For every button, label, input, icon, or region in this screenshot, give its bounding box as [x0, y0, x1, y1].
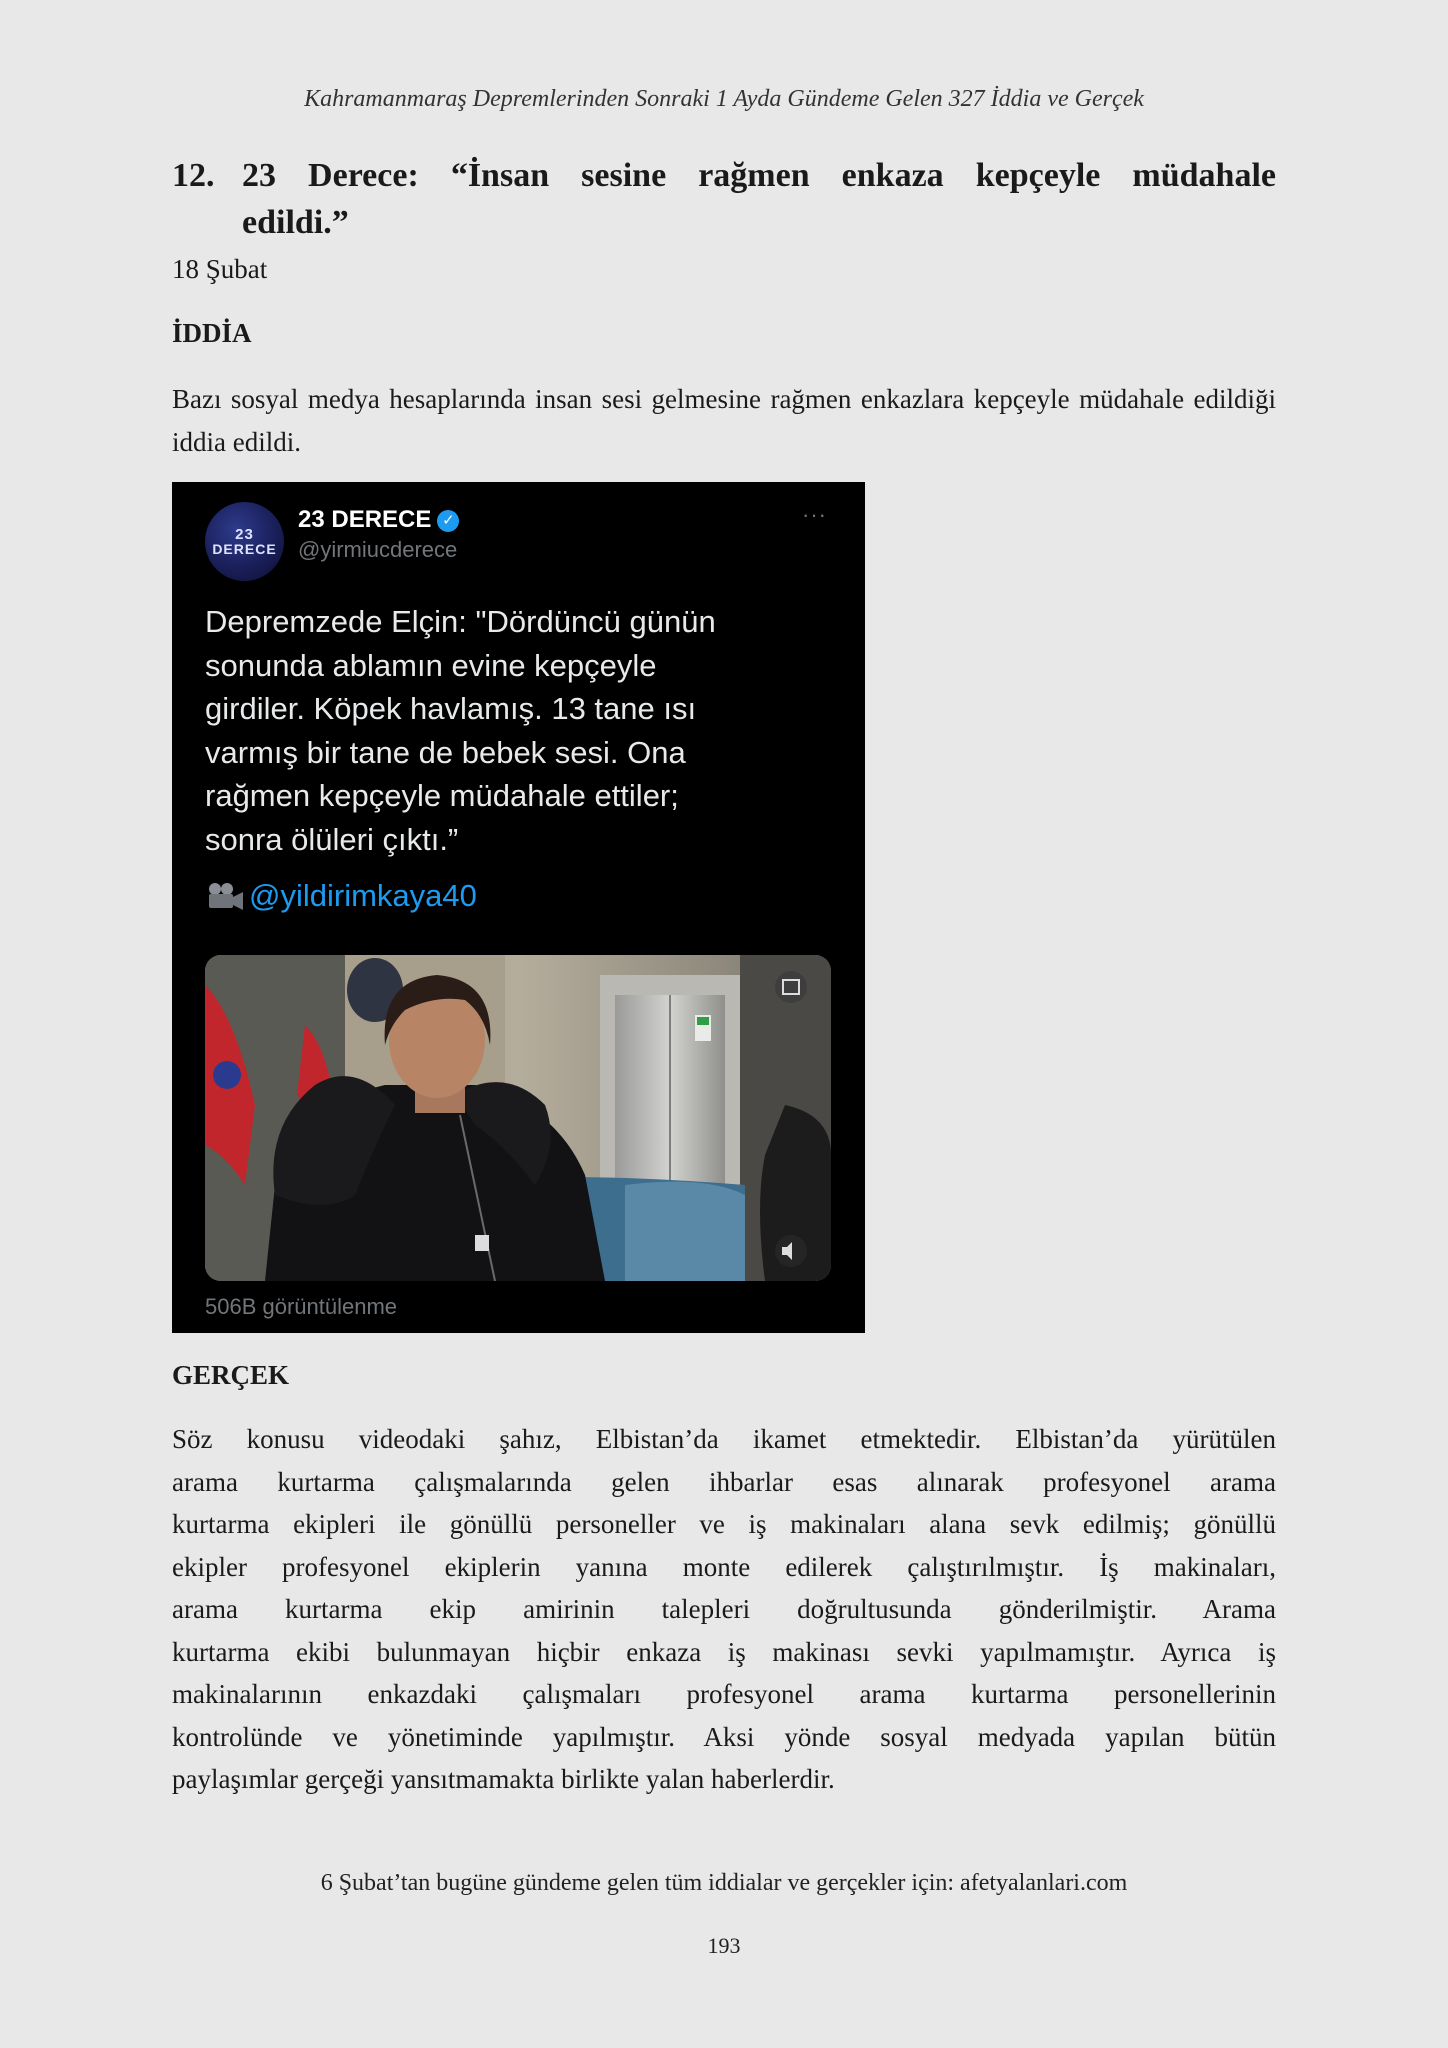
tweet-text-line: rağmen kepçeyle müdahale ettiler;: [205, 778, 679, 813]
avatar-text-top: 23: [235, 525, 254, 543]
tweet-mention-row: [205, 878, 477, 914]
tweet-text-line: varmış bir tane de bebek sesi. Ona: [205, 734, 686, 770]
account-name: 23 DERECE: [298, 506, 432, 533]
section-title: [172, 152, 1276, 246]
video-frame: [205, 955, 831, 1281]
tweet-text-line: sonunda ablamın evine kepçeyle: [205, 647, 657, 683]
mute-icon: [775, 1235, 807, 1267]
fact-heading: GERÇEK: [172, 1360, 290, 1390]
avatar: [205, 502, 284, 581]
fact-text: [172, 1418, 1276, 1801]
claim-heading: İDDİA: [172, 318, 252, 348]
account-handle: @yirmiucderece: [298, 537, 458, 562]
section-title-line2: edildi.”: [242, 204, 349, 241]
avatar-text-bottom: DERECE: [212, 540, 277, 557]
views-count: 506B görüntülenme: [205, 1294, 398, 1319]
account-name-row: [298, 506, 459, 534]
section-date: 18 Şubat: [172, 254, 268, 284]
tweet-text-line: girdiler. Köpek havlamış. 13 tane ısı: [205, 691, 697, 726]
tweet-mention: @yildirimkaya40: [249, 878, 477, 913]
video-camera-icon: [205, 881, 245, 911]
tweet-text-line: Depremzede Elçin: "Dördüncü günün: [205, 604, 716, 639]
running-header: Kahramanmaraş Depremlerinden Sonraki 1 Ayda Gündeme Gelen 327 İddia ve Gerçek: [304, 86, 1144, 112]
page-number: 193: [707, 1933, 741, 1958]
video-thumbnail: [205, 955, 831, 1281]
fact-text-line: kontrolünde ve yönetiminde yapılmıştır. Aksi yönde sosyal medyada yapılan bütün: [172, 1721, 1276, 1752]
fact-text-line: ekipler profesyonel ekiplerin yanına monte edilerek çalıştırılmıştır. İş makinaları,: [172, 1551, 1276, 1582]
section-number: 12.: [172, 157, 215, 194]
section-title-line1: 23 Derece: “İnsan sesine rağmen enkaza kepçeyle müdahale: [242, 157, 1276, 194]
fact-text-line: arama kurtarma çalışmalarında gelen ihbarlar esas alınarak profesyonel arama: [172, 1466, 1276, 1497]
fact-text-line: arama kurtarma ekip amirinin talepleri doğrultusunda gönderilmiştir. Arama: [172, 1594, 1276, 1624]
tweet-screenshot: [172, 482, 865, 1333]
fact-text-line: makinalarının enkazdaki çalışmaları profesyonel arama kurtarma personellerinin: [172, 1679, 1276, 1709]
verified-badge-icon: ✓: [437, 510, 459, 532]
footer-note: 6 Şubat’tan bugüne gündeme gelen tüm iddialar ve gerçekler için: afetyalanlari.com: [320, 1870, 1128, 1896]
tweet-text-line: sonra ölüleri çıktı.”: [205, 821, 459, 857]
fact-text-line: kurtarma ekibi bulunmayan hiçbir enkaza iş makinası sevki yapılmamıştır. Ayrıca iş: [172, 1636, 1276, 1667]
claim-text: Bazı sosyal medya hesaplarında insan sesi gelmesine rağmen enkazlara kepçeyle müdahale edildiği iddia edildi.: [172, 384, 1276, 457]
more-options-icon: ···: [802, 502, 827, 527]
fact-text-line: Söz konusu videodaki şahız, Elbistan’da ikamet etmektedir. Elbistan’da yürütülen: [172, 1424, 1276, 1454]
fact-text-line: paylaşımlar gerçeği yansıtmamakta birlikte yalan haberlerdir.: [172, 1764, 835, 1794]
video-settings-icon: [775, 971, 807, 1003]
tweet-text: [205, 600, 845, 861]
fact-text-line: kurtarma ekipleri ile gönüllü personeller ve iş makinaları alana sevk edilmiş; gönüllü: [172, 1509, 1276, 1539]
